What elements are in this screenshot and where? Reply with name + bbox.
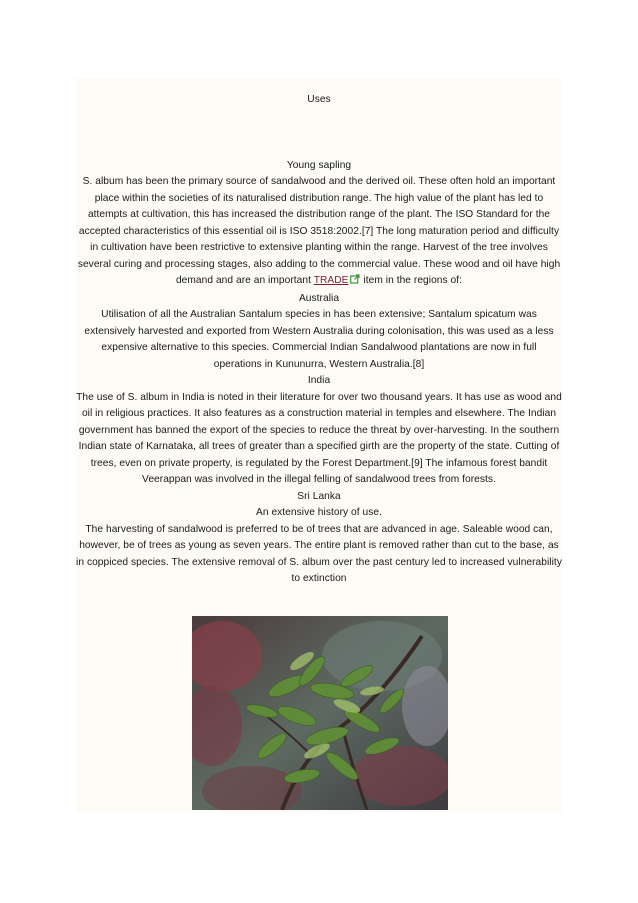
paragraph-intro-tail: item in the regions of: [363,275,463,286]
trade-link[interactable]: TRADE [313,275,349,286]
sandalwood-sapling-photo [192,616,448,810]
paragraph-australia: Utilisation of all the Australian Santalum species in has been extensive; Santalum spicatum was extensively harvested and exported from Western Australia during colonisation, this was used as a less expensive alternative to this species. Commercial Indian Sandalwood plantations are now in full operations in Kununurra, Western Australia.[8] [84,309,554,370]
paragraph-sri-lanka: The harvesting of sandalwood is preferred to be of trees that are advanced in age. Saleable wood can, however, be of trees as young as seven years. The entire plant is removed rather than cut to the base, as in coppiced species. The extensive removal of S. album over the past century led to increased vulnerability to extinction [76,523,562,584]
paragraph-intro-text: S. album has been the primary source of sandalwood and the derived oil. These often hold an important place within the societies of its naturalised distribution range. The high value of the plant has led to attempts at cultivation, this has increased the distribution range of the plant. The ISO Standard for the accepted characteristics of this essential oil is ISO 3518:2002.[7] The long maturation period and difficulty in cultivation have been restrictive to extensive planting within the range. Harvest of the tree involves several curing and processing stages, also adding to the commercial value. These wood and oil have high demand and are an important [77,176,561,286]
section-heading-india: India [307,375,331,386]
section-heading-uses: Uses [307,94,331,105]
paragraph-intro [76,174,562,291]
article-body [76,92,562,588]
section-heading-australia: Australia [298,292,340,304]
paragraph-india: The use of S. album in India is noted in their literature for over two thousand years. It has use as wood and oil in religious practices. It also features as a construction material in temples and elsewhere. The Indian government has banned the export of the species to reduce the threat by over-harvesting. In the southern Indian state of Karnataka, all trees of greater than a specified girth are the property of the state. Cutting of trees, even on private property, is regulated by the Forest Department.[9] The infamous forest bandit Veerappan was involved in the illegal felling of sandalwood trees from forests. [76,391,562,485]
external-link-icon[interactable] [350,274,360,291]
section-heading-sri-lanka: Sri Lanka [297,490,341,502]
section-heading-young-sapling: Young sapling [286,159,352,171]
paragraph-sri-lanka-subtitle: An extensive history of use. [256,507,382,518]
